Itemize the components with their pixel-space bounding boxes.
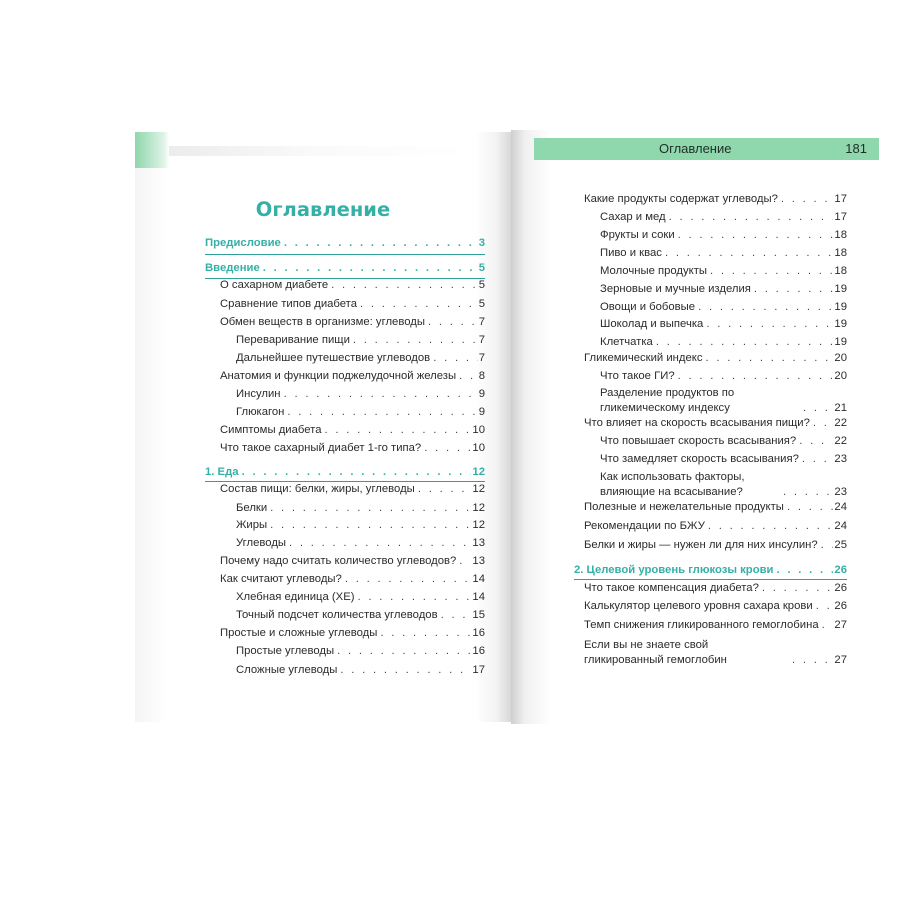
toc-entry[interactable]: Шоколад и выпечка . . . 19 <box>600 317 847 332</box>
toc-entry[interactable]: Пиво и квас . . . 18 <box>600 246 847 261</box>
toc-entry[interactable]: Простые углеводы . . . 16 <box>236 644 485 659</box>
toc-entry[interactable]: Как считают углеводы? . . . 14 <box>220 572 485 587</box>
toc-entry-introduction[interactable]: Введение . . . 5 <box>205 261 485 276</box>
toc-entry[interactable]: Фрукты и соки . . . 18 <box>600 228 847 243</box>
toc-entry[interactable]: Сложные углеводы . . . 17 <box>236 663 485 678</box>
running-header <box>534 138 879 160</box>
running-header-title: Оглавление <box>659 141 732 156</box>
toc-entry[interactable]: Что повышает скорость всасывания? . . . 22 <box>600 434 847 449</box>
toc-entry[interactable]: Жиры . . . 12 <box>236 518 485 533</box>
toc-entry[interactable]: Что влияет на скорость всасывания пищи? . . . 22 <box>584 416 847 431</box>
toc-entry[interactable]: Простые и сложные углеводы . . . 16 <box>220 626 485 641</box>
toc-entry[interactable]: Состав пищи: белки, жиры, углеводы . . . 12 <box>220 482 485 497</box>
page-number: 181 <box>845 141 867 156</box>
toc-entry[interactable]: Инсулин . . . 9 <box>236 387 485 402</box>
toc-entry[interactable]: Обмен веществ в организме: углеводы . . . 7 <box>220 315 485 330</box>
toc-entry[interactable]: Переваривание пищи . . . 7 <box>236 333 485 348</box>
toc-entry[interactable]: Что такое сахарный диабет 1-го типа? . . . 10 <box>220 441 485 456</box>
toc-entry-chapter-1[interactable]: 1. Еда . . . 12 <box>205 465 485 480</box>
toc-entry[interactable]: Если вы не знаете свой гликированный гемоглобин . . . 27 <box>584 638 847 668</box>
toc-entry[interactable]: Разделение продуктов по гликемическому индексу . . . 21 <box>600 386 847 416</box>
toc-entry[interactable]: Сравнение типов диабета . . . 5 <box>220 297 485 312</box>
toc-entry[interactable]: О сахарном диабете . . . 5 <box>220 278 485 293</box>
toc-entry[interactable]: Что замедляет скорость всасывания? . . . 23 <box>600 452 847 467</box>
toc-entry[interactable]: Глюкагон . . . 9 <box>236 405 485 420</box>
left-page <box>135 132 511 722</box>
toc-entry[interactable]: Точный подсчет количества углеводов . . . 15 <box>236 608 485 623</box>
section-underline <box>205 254 485 255</box>
toc-entry[interactable]: Почему надо считать количество углеводов? . . . 13 <box>220 554 485 569</box>
toc-entry[interactable]: Сахар и мед . . . 17 <box>600 210 847 225</box>
toc-entry[interactable]: Молочные продукты . . . 18 <box>600 264 847 279</box>
toc-entry[interactable]: Дальнейшее путешествие углеводов . . . 7 <box>236 351 485 366</box>
toc-entry[interactable]: Белки . . . 12 <box>236 501 485 516</box>
toc-entry[interactable]: Какие продукты содержат углеводы? . . . 17 <box>584 192 847 207</box>
toc-entry[interactable]: Белки и жиры — нужен ли для них инсулин? . . . 25 <box>584 538 847 553</box>
toc-entry[interactable]: Симптомы диабета . . . 10 <box>220 423 485 438</box>
toc-entry-chapter-2[interactable]: 2. Целевой уровень глюкозы крови . . . 26 <box>574 563 847 578</box>
toc-entry[interactable]: Как использовать факторы, влияющие на всасывание? . . . 23 <box>600 470 847 500</box>
toc-entry[interactable]: Углеводы . . . 13 <box>236 536 485 551</box>
toc-entry[interactable]: Зерновые и мучные изделия . . . 19 <box>600 282 847 297</box>
toc-entry[interactable]: Что такое ГИ? . . . 20 <box>600 369 847 384</box>
toc-entry[interactable]: Анатомия и функции поджелудочной железы . . . 8 <box>220 369 485 384</box>
toc-entry[interactable]: Калькулятор целевого уровня сахара крови . . . 26 <box>584 599 847 614</box>
toc-entry[interactable]: Хлебная единица (ХЕ) . . . 14 <box>236 590 485 605</box>
toc-entry[interactable]: Гликемический индекс . . . 20 <box>584 351 847 366</box>
toc-entry[interactable]: Что такое компенсация диабета? . . . 26 <box>584 581 847 596</box>
toc-entry-preface[interactable]: Предисловие . . . 3 <box>205 236 485 251</box>
toc-entry[interactable]: Рекомендации по БЖУ . . . 24 <box>584 519 847 534</box>
toc-entry[interactable]: Темп снижения гликированного гемоглобина . . . 27 <box>584 618 847 633</box>
section-underline <box>574 579 847 580</box>
toc-entry[interactable]: Клетчатка . . . 19 <box>600 335 847 350</box>
toc-entry[interactable]: Полезные и нежелательные продукты . . . 24 <box>584 500 847 515</box>
right-page <box>511 130 879 724</box>
toc-entry[interactable]: Овощи и бобовые . . . 19 <box>600 300 847 315</box>
left-page-green-band <box>135 132 169 168</box>
toc-title: Оглавление <box>255 198 391 221</box>
bleed-through-header <box>169 146 469 156</box>
